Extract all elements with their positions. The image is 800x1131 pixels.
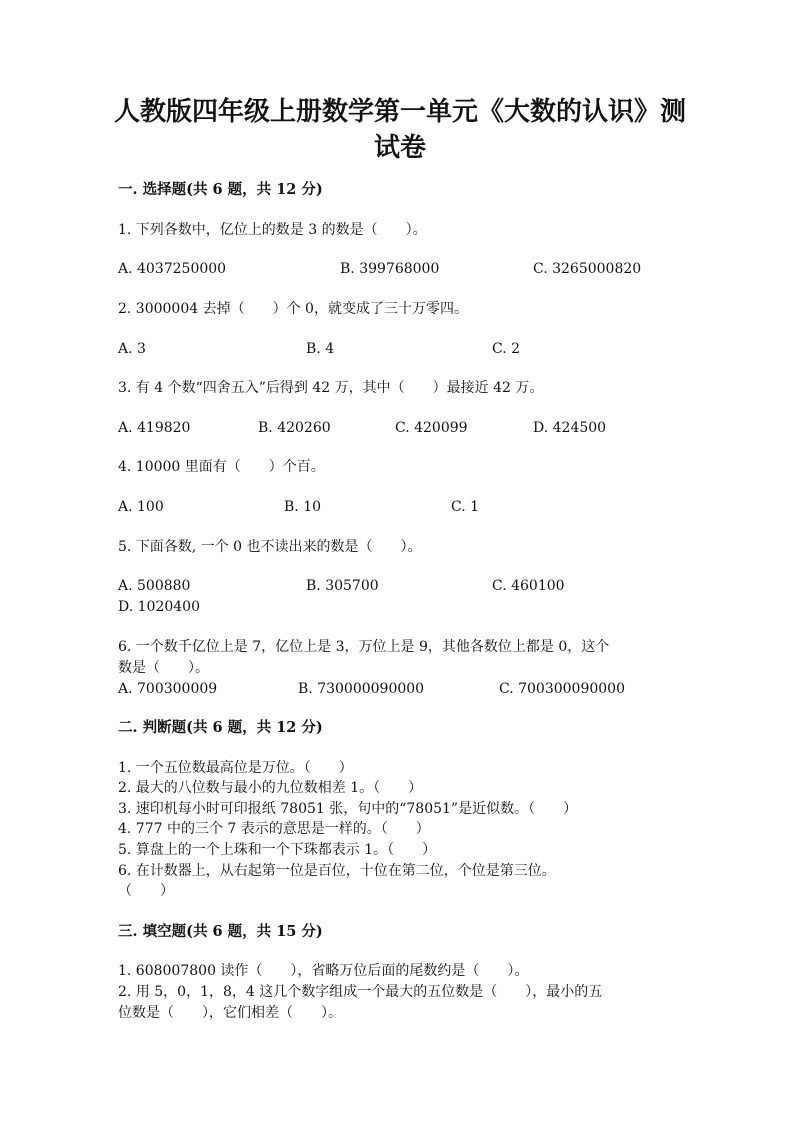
q5-option-b: B. 305700	[306, 578, 379, 594]
q2-option-c: C. 2	[492, 341, 521, 357]
q6-option-b: B. 730000090000	[298, 681, 425, 697]
q6-option-a: A. 700300009	[118, 681, 218, 697]
judge-item-6-line2: （ ）	[118, 883, 174, 899]
fill-item-1: 1. 608007800 读作（ ），省略万位后面的尾数约是（ ）。	[118, 963, 529, 979]
q5-option-a: A. 500880	[118, 578, 191, 594]
q5-option-c: C. 460100	[492, 578, 565, 594]
q2-option-b: B. 4	[306, 341, 335, 357]
question-5: 5. 下面各数, 一个 0 也不读出来的数是（ ）。	[118, 539, 422, 555]
page-title	[0, 94, 800, 166]
judge-item-5: 5. 算盘上的一个上珠和一个下珠都表示 1。（ ）	[118, 842, 437, 858]
q3-option-b: B. 420260	[258, 420, 331, 436]
section1-heading: 一. 选择题(共 6 题，共 12 分)	[118, 181, 323, 198]
q2-option-a: A. 3	[118, 341, 146, 357]
question-2: 2. 3000004 去掉（ ）个 0，就变成了三十万零四。	[118, 301, 468, 317]
page-title-line2: 试卷	[373, 133, 426, 163]
q3-option-c: C. 420099	[395, 420, 468, 436]
q4-option-b: B. 10	[284, 499, 322, 515]
question-3: 3. 有 4 个数“四舍五入”后得到 42 万，其中（ ）最接近 42 万。	[118, 380, 544, 396]
fill-item-2: 2. 用 5，0，1，8，4 这几个数字组成一个最大的五位数是（ ），最小的五	[118, 984, 603, 1000]
question-1: 1. 下列各数中，亿位上的数是 3 的数是（ ）。	[118, 222, 427, 238]
judge-item-2: 2. 最大的八位数与最小的九位数相差 1。（ ）	[118, 780, 423, 796]
fill-item-2-line2: 位数是（ ），它们相差（ ）。	[118, 1005, 342, 1021]
q5-option-d: D. 1020400	[118, 599, 200, 615]
page-title-line1: 人教版四年级上册数学第一单元《大数的认识》测	[113, 97, 686, 127]
judge-item-3: 3. 速印机每小时可印报纸 78051 张，句中的“78051”是近似数。（ ）	[118, 801, 578, 817]
section2-heading: 二. 判断题(共 6 题，共 12 分)	[118, 719, 323, 736]
q6-option-c: C. 700300090000	[499, 681, 625, 697]
q4-option-a: A. 100	[118, 499, 164, 515]
judge-item-1: 1. 一个五位数最高位是万位。（ ）	[118, 760, 353, 776]
question-6-line1: 6. 一个数千亿位上是 7，亿位上是 3，万位上是 9，其他各数位上都是 0，这个	[118, 639, 610, 655]
question-6-line2: 数是（ ）。	[118, 660, 209, 676]
question-4: 4. 10000 里面有（ ）个百。	[118, 459, 325, 475]
q3-option-a: A. 419820	[118, 420, 191, 436]
q4-option-c: C. 1	[451, 499, 480, 515]
q1-option-b: B. 399768000	[340, 261, 440, 277]
section3-heading: 三. 填空题(共 6 题，共 15 分)	[118, 923, 323, 940]
q1-option-a: A. 4037250000	[118, 261, 227, 277]
judge-item-6: 6. 在计数器上，从右起第一位是百位，十位在第二位，个位是第三位。	[118, 863, 556, 879]
q3-option-d: D. 424500	[533, 420, 607, 436]
judge-item-4: 4. 777 中的三个 7 表示的意思是一样的。（ ）	[118, 821, 430, 837]
q1-option-c: C. 3265000820	[533, 261, 642, 277]
